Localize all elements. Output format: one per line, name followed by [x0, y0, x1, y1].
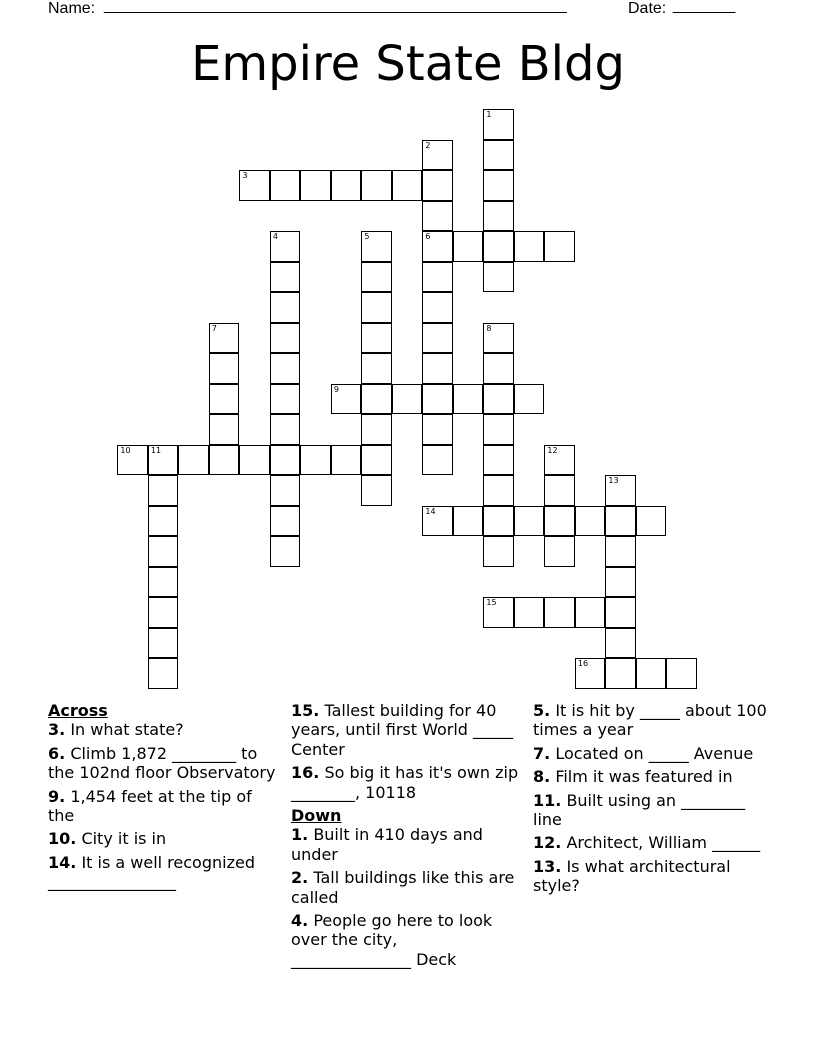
clue-label-number: 13.	[533, 856, 562, 876]
grid-cell[interactable]	[605, 597, 636, 628]
grid-cell[interactable]	[209, 384, 240, 415]
clue-text: Is what architectural style?	[533, 856, 731, 896]
grid-cell[interactable]	[483, 201, 514, 232]
page-title: Empire State Bldg	[191, 36, 625, 92]
clue-item	[48, 720, 283, 739]
clue-item	[291, 763, 521, 802]
grid-cell[interactable]	[239, 170, 270, 201]
clue-number: 11	[150, 445, 162, 455]
grid-cell[interactable]	[331, 384, 362, 415]
clue-number: 3	[242, 171, 248, 181]
clue-item	[533, 701, 773, 740]
grid-cell[interactable]	[422, 140, 453, 171]
grid-cell[interactable]	[270, 445, 301, 476]
grid-cell[interactable]	[483, 262, 514, 293]
clue-number: 2	[425, 140, 431, 150]
date-label: Date:	[628, 0, 667, 17]
grid-cell[interactable]	[117, 445, 148, 476]
grid-cell[interactable]	[361, 231, 392, 262]
clue-label-number: 2.	[291, 868, 309, 888]
grid-cell[interactable]	[514, 506, 545, 537]
clue-label-number: 7.	[533, 743, 551, 763]
section-heading: Down	[291, 806, 342, 826]
clue-column-3	[533, 701, 773, 900]
clue-item	[291, 868, 521, 907]
grid-cell[interactable]	[544, 475, 575, 506]
grid-cell[interactable]	[483, 170, 514, 201]
grid-cell[interactable]	[483, 506, 514, 537]
grid-cell[interactable]	[483, 323, 514, 354]
grid-cell[interactable]	[300, 170, 331, 201]
grid-cell[interactable]	[331, 445, 362, 476]
clue-number: 16	[577, 659, 589, 669]
clue-item	[48, 829, 283, 848]
grid-cell[interactable]	[544, 231, 575, 262]
clue-number: 15	[486, 598, 497, 608]
grid-cell[interactable]	[483, 597, 514, 628]
clue-item	[533, 744, 773, 763]
grid-cell[interactable]	[544, 506, 575, 537]
grid-cell[interactable]	[483, 231, 514, 262]
grid-cell[interactable]	[361, 323, 392, 354]
grid-cell[interactable]	[422, 292, 453, 323]
clue-item	[291, 911, 521, 969]
grid-cell[interactable]	[270, 506, 301, 537]
clue-text: Built in 410 days and under	[291, 825, 483, 864]
grid-cell[interactable]	[605, 475, 636, 506]
grid-cell[interactable]	[544, 597, 575, 628]
grid-cell[interactable]	[270, 414, 301, 445]
grid-cell[interactable]	[483, 414, 514, 445]
clue-label-number: 16.	[291, 763, 320, 783]
grid-cell[interactable]	[270, 292, 301, 323]
clue-label-number: 6.	[48, 743, 66, 763]
grid-cell[interactable]	[209, 445, 240, 476]
grid-cell[interactable]	[422, 170, 453, 201]
grid-cell[interactable]	[575, 506, 606, 537]
grid-cell[interactable]	[483, 384, 514, 415]
grid-cell[interactable]	[422, 414, 453, 445]
grid-cell[interactable]	[483, 140, 514, 171]
clue-number: 10	[120, 445, 131, 455]
clue-label-number: 15.	[291, 701, 320, 720]
grid-cell[interactable]	[361, 414, 392, 445]
grid-cell[interactable]	[483, 353, 514, 384]
clue-label-number: 14.	[48, 852, 77, 872]
clue-text: Built using an ________ line	[533, 790, 746, 830]
grid-cell[interactable]	[605, 658, 636, 689]
clue-text: It is hit by _____ about 100 times a year	[533, 701, 767, 740]
grid-cell[interactable]	[453, 384, 484, 415]
grid-cell[interactable]	[422, 506, 453, 537]
clue-item	[48, 787, 283, 826]
clue-number: 13	[608, 476, 619, 486]
clue-label-number: 9.	[48, 786, 66, 806]
grid-cell[interactable]	[270, 323, 301, 354]
grid-cell[interactable]	[148, 536, 179, 567]
grid-cell[interactable]	[270, 262, 301, 293]
grid-cell[interactable]	[544, 536, 575, 567]
clue-text: Climb 1,872 ________ to the 102nd floor Observatory	[48, 743, 276, 783]
clue-label-number: 5.	[533, 701, 551, 720]
grid-cell[interactable]	[514, 597, 545, 628]
clue-column-1	[48, 701, 283, 896]
grid-cell[interactable]	[239, 445, 270, 476]
grid-cell[interactable]	[148, 475, 179, 506]
clue-column-2	[291, 701, 521, 973]
grid-cell[interactable]	[270, 353, 301, 384]
grid-cell[interactable]	[483, 536, 514, 567]
clue-text: It is a well recognized ________________	[48, 852, 255, 892]
grid-cell[interactable]	[422, 262, 453, 293]
clue-label-number: 3.	[48, 720, 66, 740]
clue-text: In what state?	[70, 720, 184, 740]
clue-number: 6	[425, 232, 431, 242]
clue-text: Film it was featured in	[555, 767, 733, 787]
clue-label-number: 12.	[533, 833, 562, 853]
grid-cell[interactable]	[361, 292, 392, 323]
grid-cell[interactable]	[148, 506, 179, 537]
grid-cell[interactable]	[575, 597, 606, 628]
grid-cell[interactable]	[666, 658, 697, 689]
grid-cell[interactable]	[148, 445, 179, 476]
grid-cell[interactable]	[422, 353, 453, 384]
clue-item	[48, 853, 283, 892]
grid-cell[interactable]	[422, 384, 453, 415]
clue-number: 4	[272, 232, 278, 242]
grid-cell[interactable]	[361, 262, 392, 293]
clue-text: Located on _____ Avenue	[555, 743, 754, 763]
grid-cell[interactable]	[331, 170, 362, 201]
grid-cell[interactable]	[209, 323, 240, 354]
grid-cell[interactable]	[422, 323, 453, 354]
clue-item	[533, 833, 773, 852]
grid-cell[interactable]	[270, 170, 301, 201]
grid-cell[interactable]	[514, 384, 545, 415]
grid-cell[interactable]	[605, 628, 636, 659]
grid-cell[interactable]	[605, 506, 636, 537]
grid-cell[interactable]	[422, 445, 453, 476]
clue-label-number: 8.	[533, 767, 551, 787]
grid-cell[interactable]	[361, 475, 392, 506]
clue-text: People go here to look over the city, _______________ Deck	[291, 911, 493, 969]
clue-label-number: 4.	[291, 911, 309, 931]
grid-cell[interactable]	[453, 231, 484, 262]
grid-cell[interactable]	[361, 384, 392, 415]
clue-text: Tallest building for 40 years, until first World _____ Center	[291, 701, 514, 759]
clue-number: 12	[547, 445, 558, 455]
grid-cell[interactable]	[270, 475, 301, 506]
clue-item	[48, 744, 283, 783]
clue-number: 5	[364, 232, 370, 242]
grid-cell[interactable]	[148, 658, 179, 689]
grid-cell[interactable]	[148, 597, 179, 628]
grid-cell[interactable]	[270, 384, 301, 415]
clue-text: City it is in	[81, 829, 167, 849]
clue-item	[533, 791, 773, 830]
grid-cell[interactable]	[636, 658, 667, 689]
grid-cell[interactable]	[361, 170, 392, 201]
clue-text: Tall buildings like this are called	[291, 868, 515, 907]
grid-cell[interactable]	[483, 445, 514, 476]
date-blank[interactable]: _______	[673, 0, 736, 14]
clue-item	[533, 767, 773, 786]
clue-label-number: 11.	[533, 790, 562, 810]
name-label: Name:	[48, 0, 96, 17]
section-heading: Across	[48, 701, 108, 720]
grid-cell[interactable]	[209, 414, 240, 445]
clue-item	[533, 857, 773, 896]
clue-number: 7	[211, 323, 217, 333]
grid-cell[interactable]	[392, 384, 423, 415]
grid-cell[interactable]	[300, 445, 331, 476]
grid-cell[interactable]	[209, 353, 240, 384]
grid-cell[interactable]	[514, 231, 545, 262]
grid-cell[interactable]	[422, 231, 453, 262]
grid-cell[interactable]	[422, 201, 453, 232]
grid-cell[interactable]	[148, 567, 179, 598]
clue-label-number: 10.	[48, 829, 77, 849]
clue-number: 14	[425, 506, 436, 516]
grid-cell[interactable]	[575, 658, 606, 689]
clue-text: 1,454 feet at the tip of the	[48, 786, 252, 826]
grid-cell[interactable]	[361, 353, 392, 384]
grid-cell[interactable]	[270, 231, 301, 262]
grid-cell[interactable]	[361, 445, 392, 476]
grid-cell[interactable]	[483, 475, 514, 506]
clue-text: So big it has it's own zip ________, 10118	[291, 763, 519, 802]
grid-cell[interactable]	[148, 628, 179, 659]
grid-cell[interactable]	[544, 445, 575, 476]
grid-cell[interactable]	[636, 506, 667, 537]
grid-cell[interactable]	[605, 567, 636, 598]
name-blank[interactable]: ____________________________________________________	[104, 0, 567, 14]
grid-cell[interactable]	[483, 109, 514, 140]
grid-cell[interactable]	[178, 445, 209, 476]
clue-item	[291, 701, 521, 759]
clue-label-number: 1.	[291, 825, 309, 845]
clue-number: 9	[333, 384, 339, 394]
clue-text: Architect, William ______	[566, 833, 761, 853]
clue-item	[291, 825, 521, 864]
clue-number: 1	[486, 110, 492, 120]
grid-cell[interactable]	[392, 170, 423, 201]
grid-cell[interactable]	[453, 506, 484, 537]
clue-number: 8	[486, 323, 492, 333]
grid-cell[interactable]	[270, 536, 301, 567]
grid-cell[interactable]	[605, 536, 636, 567]
